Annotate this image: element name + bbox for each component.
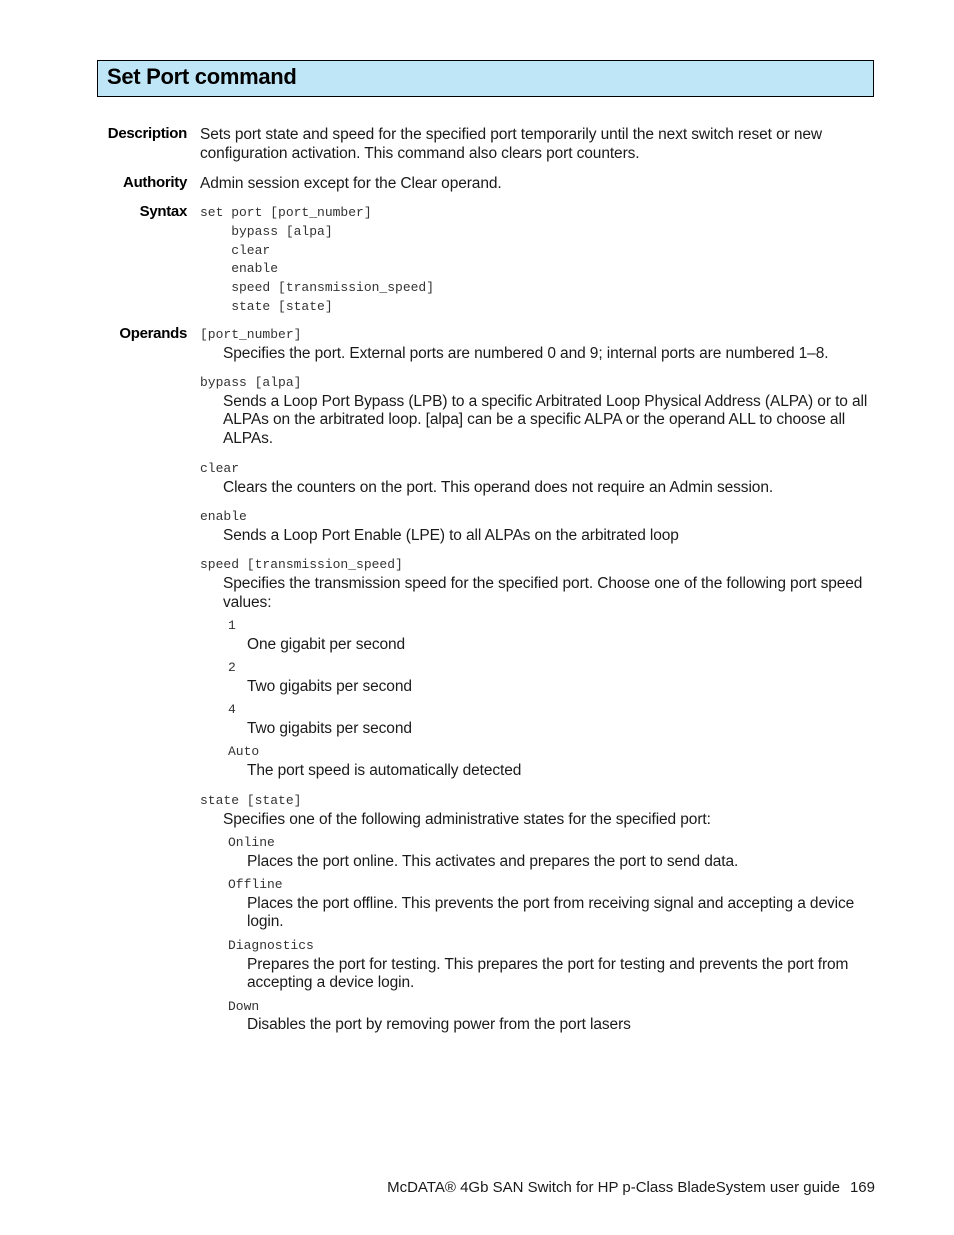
state-diagnostics-line-1: Prepares the port for testing. This prepares the port for testing and prevents the port from [247, 956, 849, 973]
state-down-term: Down [228, 999, 260, 1014]
operand-clear-term: clear [200, 461, 240, 476]
speed-value-1-desc: One gigabit per second [247, 636, 406, 653]
authority-text: Admin session except for the Clear operand. [200, 175, 502, 192]
state-down-line-1: Disables the port by removing power from the port lasers [247, 1016, 631, 1033]
operand-state-term: state [state] [200, 793, 302, 808]
syntax-line-1: set port [port_number] [200, 205, 372, 220]
operand-speed-line-1: Specifies the transmission speed for the specified port. Choose one of the following port speed [223, 575, 863, 592]
syntax-line-3: clear [200, 243, 271, 258]
authority-label: Authority [123, 174, 187, 191]
operand-port-number-desc: Specifies the port. External ports are numbered 0 and 9; internal ports are numbered 1–8. [223, 345, 829, 362]
speed-value-4-desc: Two gigabits per second [247, 720, 412, 737]
operand-speed-term: speed [transmission_speed] [200, 557, 403, 572]
section-title-box [97, 60, 874, 97]
state-offline-term: Offline [228, 877, 283, 892]
speed-value-auto-term: Auto [228, 744, 260, 759]
state-online-term: Online [228, 835, 275, 850]
speed-value-4-term: 4 [228, 702, 236, 717]
page-title: Set Port command [107, 64, 297, 89]
speed-value-1-term: 1 [228, 618, 236, 633]
operand-speed-line-2: values: [223, 594, 272, 611]
description-label: Description [107, 125, 187, 142]
operand-clear-desc: Clears the counters on the port. This operand does not require an Admin session. [223, 479, 774, 496]
state-online-line-1: Places the port online. This activates and prepares the port to send data. [247, 853, 739, 870]
operand-enable-desc: Sends a Loop Port Enable (LPE) to all ALPAs on the arbitrated loop [223, 527, 679, 544]
speed-value-auto-desc: The port speed is automatically detected [247, 762, 522, 779]
syntax-line-6: state [state] [200, 299, 333, 314]
syntax-label: Syntax [139, 203, 187, 220]
operand-bypass-line-3: ALPAs. [223, 430, 273, 447]
state-diagnostics-line-2: accepting a device login. [247, 974, 415, 991]
operand-enable-term: enable [200, 509, 247, 524]
operand-bypass-term: bypass [alpa] [200, 375, 302, 390]
speed-value-2-term: 2 [228, 660, 236, 675]
operand-port-number-term: [port_number] [200, 327, 302, 342]
state-offline-line-1: Places the port offline. This prevents the port from receiving signal and accepting a device [247, 895, 855, 912]
operand-bypass-line-1: Sends a Loop Port Bypass (LPB) to a specific Arbitrated Loop Physical Address (ALPA) or to all [223, 393, 868, 410]
operand-state-desc: Specifies one of the following administrative states for the specified port: [223, 811, 711, 828]
operand-bypass-line-2: ALPAs on the arbitrated loop. [alpa] can be a specific ALPA or the operand ALL to choose all [223, 411, 846, 428]
description-line-2: configuration activation. This command also clears port counters. [200, 145, 640, 162]
speed-value-2-desc: Two gigabits per second [247, 678, 412, 695]
page-footer [387, 1179, 875, 1196]
page-number: 169 [849, 1179, 875, 1196]
syntax-line-5: speed [transmission_speed] [200, 280, 435, 295]
syntax-line-4: enable [200, 261, 279, 276]
description-line-1: Sets port state and speed for the specified port temporarily until the next switch reset or new [200, 126, 823, 143]
footer-title: McDATA® 4Gb SAN Switch for HP p-Class BladeSystem user guide [387, 1179, 840, 1196]
state-offline-line-2: login. [247, 913, 284, 930]
state-diagnostics-term: Diagnostics [228, 938, 314, 953]
syntax-line-2: bypass [alpa] [200, 224, 333, 239]
operands-label: Operands [119, 325, 187, 342]
